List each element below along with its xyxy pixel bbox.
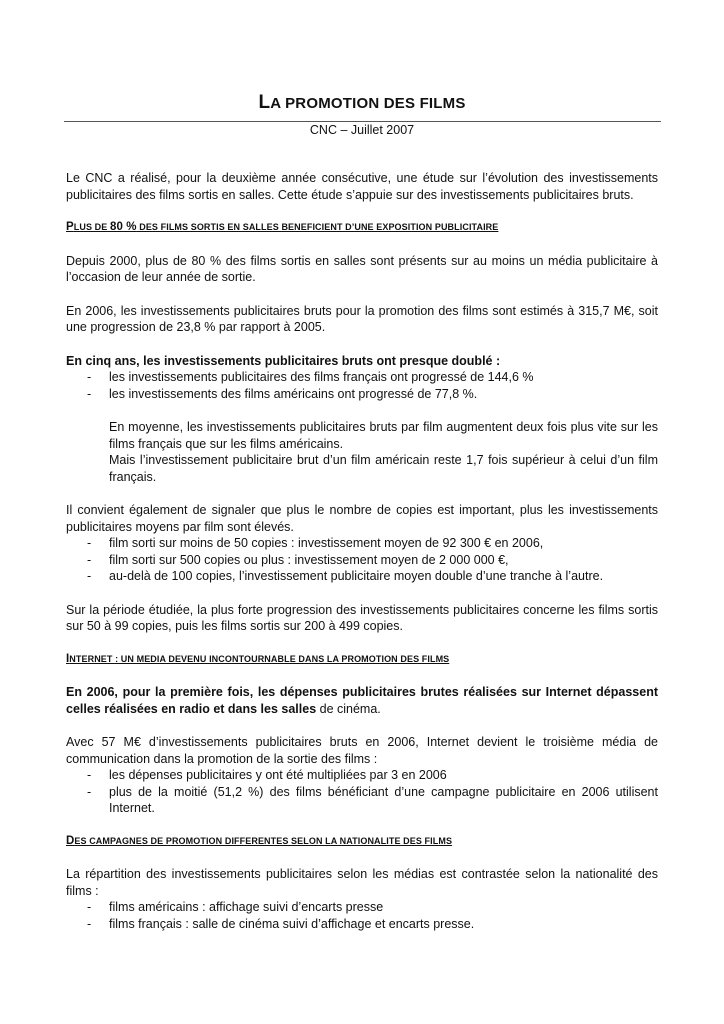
section1-paragraph-3: Il convient également de signaler que plus le nombre de copies est important, plus les investissements publicitaires moyens par film sont élevés.	[66, 503, 658, 534]
section2-bullet-list	[66, 767, 658, 817]
page-subtitle: CNC – Juillet 2007	[309, 123, 415, 137]
section1-heading: PLUS DE 80 % DES FILMS SORTIS EN SALLES BENEFICIENT D’UNE EXPOSITION PUBLICITAIRE	[66, 221, 499, 233]
section2-heading: INTERNET : UN MEDIA DEVENU INCONTOURNABLE DANS LA PROMOTION DES FILMS	[66, 652, 450, 665]
list-item: - les investissements des films américains ont progressé de 77,8 %.	[87, 386, 478, 401]
list-item: - au-delà de 100 copies, l’investissement publicitaire moyen double d’une tranche à l’autre.	[87, 569, 604, 583]
list-item: - les investissements publicitaires des films français ont progressé de 144,6 %	[87, 370, 534, 384]
document-body	[66, 170, 658, 932]
section1-paragraph-4: Sur la période étudiée, la plus forte progression des investissements publicitaires concerne les films sortis sur 50 à 99 copies, puis les films sortis sur 200 à 499 copies.	[66, 602, 658, 633]
section3-bullet-list	[66, 899, 658, 932]
page-title	[0, 92, 724, 114]
section1-bullet-list-1	[66, 369, 658, 402]
title-divider	[64, 121, 661, 122]
section1-indent-2: Mais l’investissement publicitaire brut d’un film américain reste 1,7 fois supérieur à celui d’un film français.	[109, 453, 658, 484]
section3-paragraph-1: La répartition des investissements publicitaires selon les médias est contrastée selon la nationalité des films :	[66, 867, 658, 898]
title-initial: L	[258, 92, 271, 113]
list-item: - film sorti sur moins de 50 copies : investissement moyen de 92 300 € en 2006,	[87, 536, 544, 550]
list-item: - les dépenses publicitaires y ont été multipliées par 3 en 2006	[87, 768, 447, 782]
section1-bullet-list-2	[66, 535, 658, 585]
section2-paragraph-1: Avec 57 M€ d’investissements publicitaires bruts en 2006, Internet devient le troisième média de communication dans la promotion de la sortie des films :	[66, 735, 658, 766]
section1-paragraph-2: En 2006, les investissements publicitaires bruts pour la promotion des films sont estimés à 315,7 M€, soit une progression de 23,8 % par rapport à 2005.	[66, 303, 658, 334]
section3-heading: DES CAMPAGNES DE PROMOTION DIFFERENTES SELON LA NATIONALITE DES FILMS	[66, 834, 453, 847]
list-item: - plus de la moitié (51,2 %) des films bénéficiant d’une campagne publicitaire en 2006 utilisent Internet.	[87, 784, 658, 815]
section2-lead: En 2006, pour la première fois, les dépenses publicitaires brutes réalisées sur Internet dépassent celles réalisées en radio et dans les salles de cinéma.	[66, 685, 658, 716]
section1-paragraph-1: Depuis 2000, plus de 80 % des films sortis en salles sont présents sur au moins un média publicitaire à l’occasion de leur année de sortie.	[66, 253, 658, 284]
list-item: - films français : salle de cinéma suivi d’affichage et encarts presse.	[87, 916, 475, 931]
list-item: - films américains : affichage suivi d’encarts presse	[87, 900, 384, 914]
intro-paragraph: Le CNC a réalisé, pour la deuxième année consécutive, une étude sur l’évolution des investissements publicitaires des films sortis en salles. Cette étude s’appuie sur des investissements publicitaires bruts.	[66, 171, 658, 202]
list-item: - film sorti sur 500 copies ou plus : investissement moyen de 2 000 000 €,	[87, 552, 509, 567]
section1-indent-1: En moyenne, les investissements publicitaires bruts par film augmentent deux fois plus vite sur les films français que sur les films américains.	[109, 420, 658, 451]
title-rest: A PROMOTION DES FILMS	[270, 95, 466, 112]
section1-bold-lead: En cinq ans, les investissements publicitaires bruts ont presque doublé :	[66, 353, 501, 368]
